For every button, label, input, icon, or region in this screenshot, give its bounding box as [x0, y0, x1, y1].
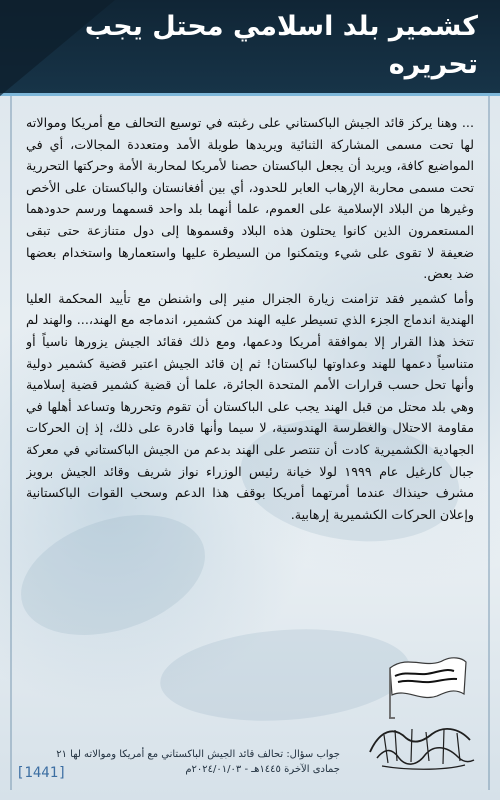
- source-note: [52, 747, 340, 777]
- date-line: جمادى الآخرة ١٤٤٥هـ - ٢٠٢٤/٠١/٠٣م: [185, 764, 340, 775]
- left-frame-line: [10, 10, 12, 790]
- page-header: [0, 0, 500, 96]
- paragraph: وأما كشمير فقد تزامنت زيارة الجنرال منير إلى واشنطن مع تأييد المحكمة العليا الهندية اندماج الجزء الذي تسيطر عليه الهند من كشمير، اندماجه مع الهند،... والهند لم تتخذ هذا القرار إلا بموافقة أمريكا ودعمها، ومع ذلك فقائد الجيش يزورها ناسياً أو متناسياً دعمها للهند وعداوتها لباكستان! ثم إن قائد الجيش اعتبر قضية كشمير دولية وأنها تحل حسب قرارات الأمم المتحدة الجائرة، علما أن قضية كشمير قضية إسلامية وهي بلد محتل من قبل الهند يجب على الباكستان أن تقوم وتحررها وتساعد أهلها في مقاومة الاحتلال والغطرسة الهندوسية، لا سيما وأنها قادرة على ذلك، إذ إن الحركات الجهادية الكشميرية كادت أن تنتصر على الهند بدعم من الجيش الباكستاني في معركة جبال كارغيل عام ١٩٩٩ لولا خيانة رئيس الوزراء نواز شريف وقائد الجيش برويز مشرف حينذاك عندما أمرتهما أمريكا بوقف هذا الدعم وسحب القوات الباكستانية وإعلان الحركات الكشميرية إرهابية.: [26, 290, 474, 522]
- right-frame-line: [488, 10, 490, 790]
- page-title: كشمير بلد اسلامي محتل يجب تحريره: [84, 11, 478, 80]
- calligraphy-seal: [362, 718, 482, 776]
- page-number: [1441]: [16, 765, 67, 781]
- paragraph: ... وهنا يركز قائد الجيش الباكستاني على رغبته في توسيع التحالف مع أمريكا وموالاته لها تحت مسمى المشاركة الثنائية ويريدها طويلة الأمد ومتعددة المجالات، أي في المواضيع كافة، ويريد أن يجعل الباكستان حصنا لأمريكا لمحاربة الأمة وحركتها التحررية تحت مسمى محاربة الإرهاب العابر للحدود، أي بين أفغانستان والباكستان على الأخص وغيرها من البلاد الإسلامية على العموم، علما أنهما بلد واحد قسمهما ورسم حدودهما المستعمرون الذين كانوا يحتلون هذه البلاد وقسموها إلى دول متنازعة حتى تبقى ضعيفة لا تقوى على شيء ويتمكنوا من السيطرة عليها واستعمارها واستخدام بعضها ضد بعض.: [26, 115, 474, 282]
- article-body: [26, 112, 474, 712]
- flag-logo: [382, 650, 470, 728]
- source-line: جواب سؤال: تحالف قائد الجيش الباكستاني مع أمريكا وموالاته لها ٢١: [56, 749, 340, 760]
